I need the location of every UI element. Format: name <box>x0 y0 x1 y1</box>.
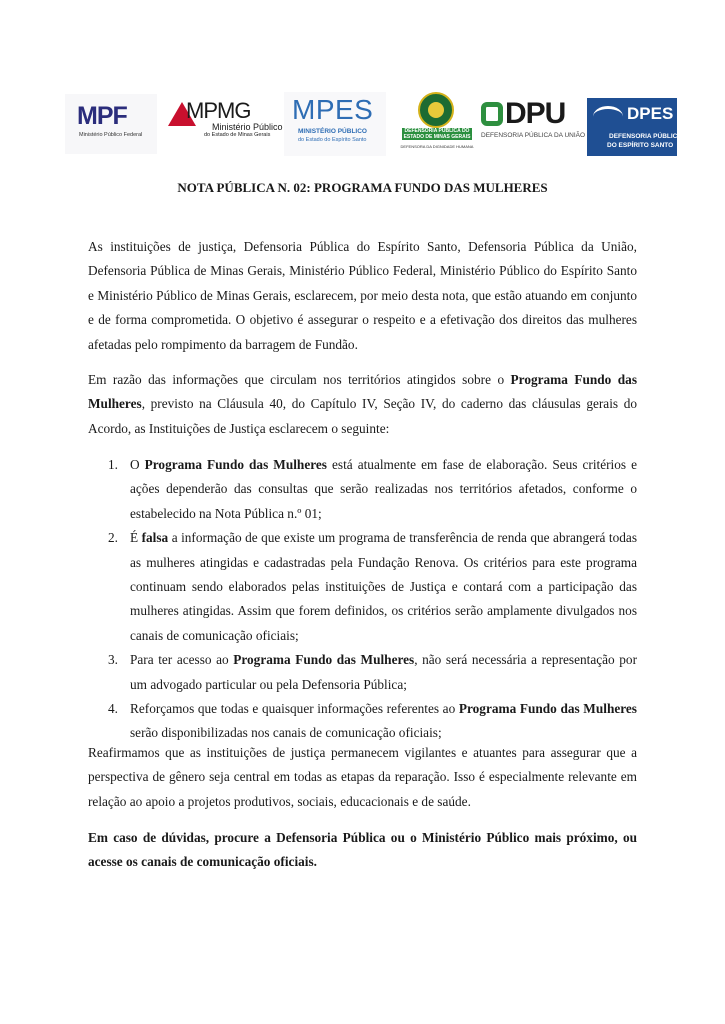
list-item-number: 4. <box>108 701 118 717</box>
dpu-logo-text: DPU <box>505 97 566 130</box>
list-item <box>88 453 637 526</box>
context-paragraph <box>88 368 637 441</box>
list-item-bold: Programa Fundo das Mulheres <box>144 457 327 472</box>
list-item-bold: Programa Fundo das Mulheres <box>458 701 637 717</box>
dpu-logo <box>481 97 586 154</box>
intro-paragraph: As instituições de justiça, Defensoria Pública do Espírito Santo, Defensoria Pública da União, Defensoria Pública de Minas Gerais, Ministério Público Federal, Ministério Público do Espírito Santo e Ministério Público de Minas Gerais, esclarecem, por meio desta nota, que estão atuando em conjunto e de forma comprometida. O objetivo é assegurar o respeito e a efetivação dos direitos das mulheres afetadas pelo rompimento da barragem de Fundão. <box>88 239 637 352</box>
list-item-text-before: Para ter acesso ao <box>130 652 234 668</box>
dpmg-logo <box>398 92 476 158</box>
list-item-text-before: É <box>130 530 142 546</box>
list-item-number: 1. <box>108 457 118 472</box>
context-program-name: Programa Fundo das Mulheres <box>88 372 637 412</box>
list-item <box>88 697 637 746</box>
list-item-number: 2. <box>108 530 118 546</box>
document-title: NOTA PÚBLICA N. 02: PROGRAMA FUNDO DAS MULHERES <box>177 180 548 195</box>
list-item-text-before: Reforçamos que todas e quaisquer informações referentes ao <box>130 701 459 717</box>
dpu-mark-icon <box>481 102 503 126</box>
dpes-wave-icon <box>593 106 623 127</box>
mpmg-logo-line2: do Estado de Minas Gerais <box>204 132 271 138</box>
mpes-logo-line2: do Estado do Espírito Santo <box>298 137 367 143</box>
context-text-before: Em razão das informações que circulam nos territórios atingidos sobre o <box>88 372 511 387</box>
mpf-logo <box>65 94 157 154</box>
mpes-logo-line1: MINISTÉRIO PÚBLICO <box>298 128 367 135</box>
list-item-text-after: serão disponibilizadas nos canais de comunicação oficiais; <box>130 725 442 741</box>
dpes-logo-text: DPES <box>627 104 674 123</box>
mpmg-logo-line1: Ministério Público <box>212 122 283 132</box>
dpes-logo <box>587 98 683 156</box>
mpf-logo-text: MPF <box>77 102 127 130</box>
list-item-text-after: , não será necessária a representação por um advogado particular ou pela Defensoria Pública; <box>130 652 637 692</box>
dpu-logo-subtitle: DEFENSORIA PÚBLICA DA UNIÃO <box>481 132 586 139</box>
institution-logos <box>65 92 685 158</box>
list-item <box>88 526 637 648</box>
mpf-logo-subtitle: Ministério Público Federal <box>79 132 143 138</box>
dpmg-motto: DEFENSORA DA DIGNIDADE HUMANA <box>400 144 474 149</box>
list-item-text-after: a informação de que existe um programa de transferência de renda que abrangerá todas as mulheres atingidas e cadastradas pela Fundação Renova. Os critérios para este programa continuam sendo elaborados pelas instituições de Justiça e contará com a participação das mulheres atingidas. Assim que forem definidos, os critérios serão amplamente divulgados nos canais de comunicação oficiais; <box>130 530 637 643</box>
closing-paragraph: Em caso de dúvidas, procure a Defensoria Pública ou o Ministério Público mais próximo, ou acesse os canais de comunicação oficiais. <box>88 830 637 870</box>
dpes-logo-line2: DO ESPÍRITO SANTO <box>607 142 674 149</box>
mpes-logo-text: MPES <box>292 94 374 125</box>
dpes-logo-line1: DEFENSORIA PÚBLICA <box>609 133 683 140</box>
context-text-after: , previsto na Cláusula 40, do Capítulo IV, Seção IV, do caderno das cláusulas gerais do Acordo, as Instituições de Justiça esclarecem o seguinte: <box>88 396 637 436</box>
dpmg-banner: DEFENSORIA PÚBLICA DO ESTADO DE MINAS GERAIS <box>403 128 471 140</box>
list-item-bold: Programa Fundo das Mulheres <box>233 652 415 668</box>
mpes-logo <box>284 92 386 156</box>
list-item-text-after: está atualmente em fase de elaboração. Seus critérios e ações dependerão das consultas que serão realizadas nos territórios afetados, conforme o estabelecido na Nota Pública n.º 01; <box>130 457 637 521</box>
mpmg-logo-text: MPMG <box>186 98 251 123</box>
mpmg-logo <box>168 98 283 154</box>
dpmg-seal-icon <box>418 92 454 128</box>
list-item-bold: falsa <box>141 530 169 546</box>
reaffirmation-paragraph: Reafirmamos que as instituições de justiça permanecem vigilantes e atuantes para assegurar que a perspectiva de gênero seja central em todas as etapas da reparação. Isso é especialmente relevante em relação ao apoio a projetos produtivos, sociais, educacionais e de saúde. <box>88 745 637 809</box>
list-item <box>88 648 637 697</box>
clarifications-list <box>88 453 637 746</box>
list-item-number: 3. <box>108 652 118 668</box>
list-item-text-before: O <box>130 457 145 472</box>
